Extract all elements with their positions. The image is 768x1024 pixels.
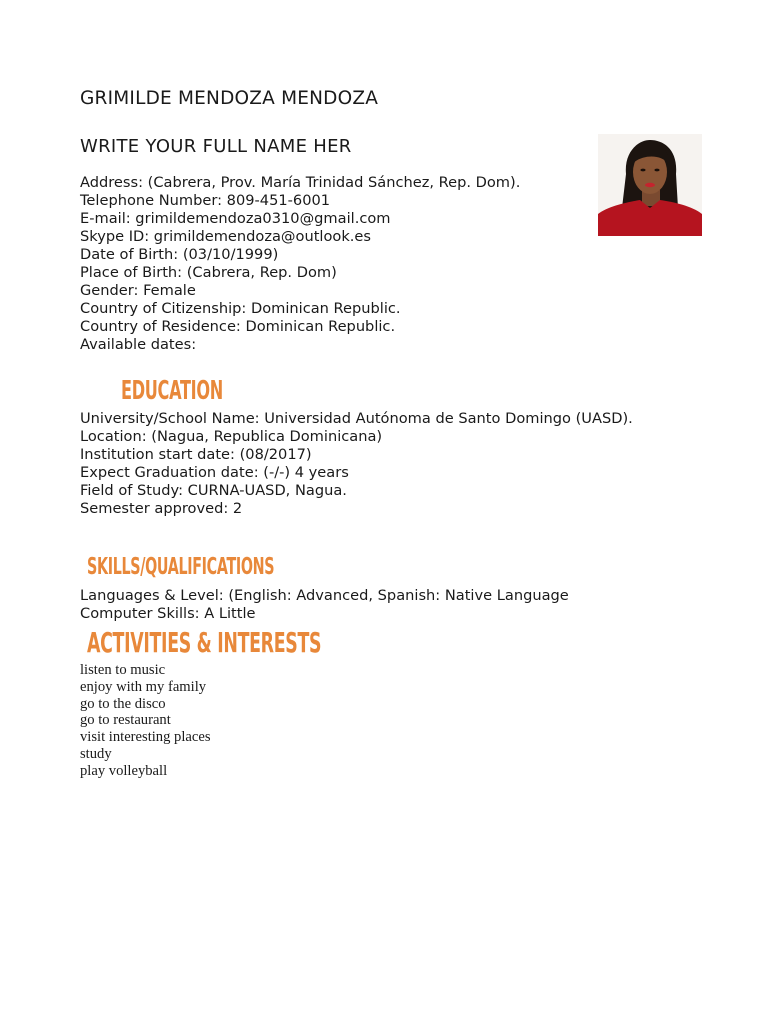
list-item: listen to music [80, 662, 166, 678]
activities-list [80, 662, 211, 780]
citizenship-line: Country of Citizenship: Dominican Republic. [80, 300, 401, 317]
skills-section [80, 587, 569, 623]
start-date-line: Institution start date: (08/2017) [80, 446, 312, 463]
gender-line: Gender: Female [80, 282, 196, 299]
education-section [80, 410, 633, 518]
graduation-line: Expect Graduation date: (-/-) 4 years [80, 464, 349, 481]
birth-place-line: Place of Birth: (Cabrera, Rep. Dom) [80, 264, 337, 281]
list-item: go to the disco [80, 695, 166, 712]
activities-heading: ACTIVITIES & INTERESTS [87, 626, 322, 659]
list-item: play volleyball [80, 762, 168, 779]
semester-line: Semester approved: 2 [80, 500, 243, 517]
university-line: University/School Name: Universidad Autónoma de Santo Domingo (UASD). [80, 410, 633, 427]
portrait-image [598, 134, 702, 236]
birth-date-line: Date of Birth: (03/10/1999) [80, 246, 279, 263]
field-of-study-line: Field of Study: CURNA-UASD, Nagua. [80, 482, 347, 499]
skills-heading: SKILLS/QUALIFICATIONS [87, 554, 275, 580]
skype-line: Skype ID: grimildemendoza@outlook.es [80, 228, 372, 245]
profile-photo [598, 134, 702, 236]
location-line: Location: (Nagua, Republica Dominicana) [80, 428, 383, 445]
full-name: GRIMILDE MENDOZA MENDOZA [80, 88, 379, 109]
list-item: enjoy with my family [80, 678, 207, 695]
telephone-line: Telephone Number: 809-451-6001 [80, 192, 331, 209]
list-item: visit interesting places [80, 729, 211, 746]
email-line: E-mail: grimildemendoza0310@gmail.com [80, 210, 391, 227]
name-placeholder: WRITE YOUR FULL NAME HER [80, 136, 352, 157]
education-heading: EDUCATION [121, 376, 223, 406]
computer-skills-line: Computer Skills: A Little [80, 605, 256, 622]
available-dates-line: Available dates: [80, 336, 197, 353]
address-line: Address: (Cabrera, Prov. María Trinidad Sánchez, Rep. Dom). [80, 174, 521, 191]
list-item: study [80, 745, 112, 762]
personal-info [80, 174, 520, 354]
residence-line: Country of Residence: Dominican Republic. [80, 318, 396, 335]
list-item: go to restaurant [80, 712, 171, 729]
languages-line: Languages & Level: (English: Advanced, Spanish: Native Language [80, 587, 569, 604]
